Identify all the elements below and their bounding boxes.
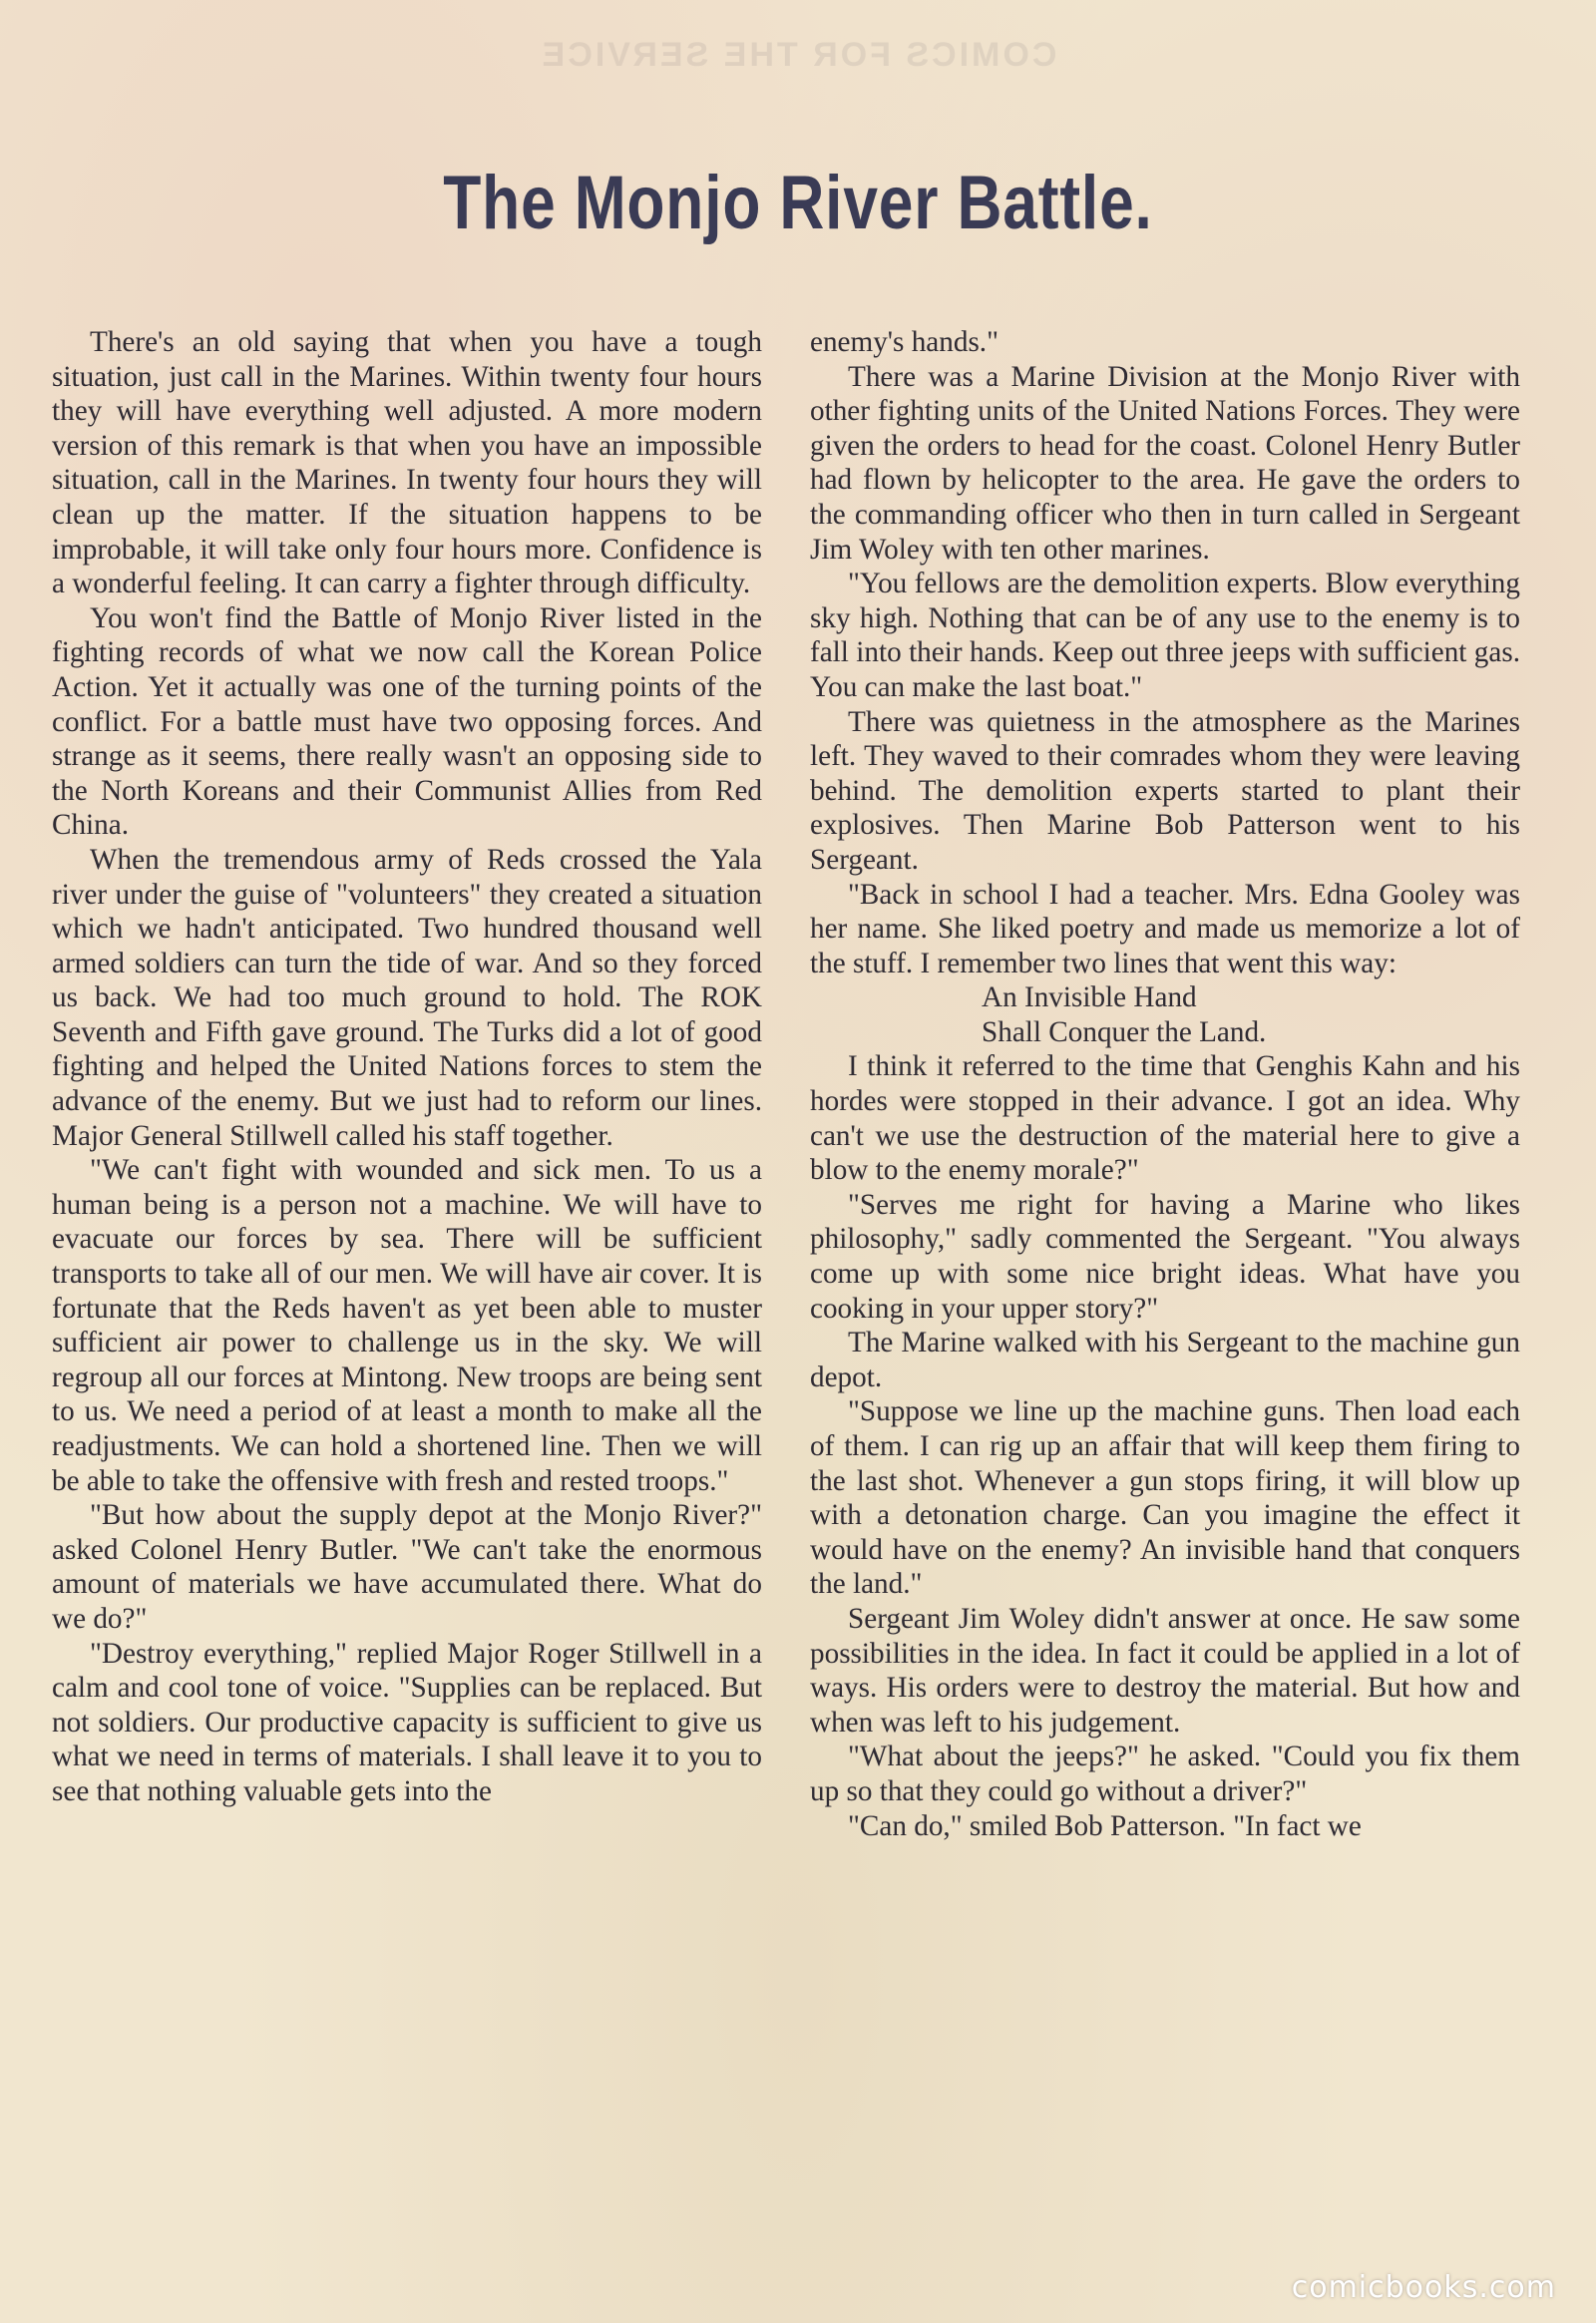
paragraph: "Can do," smiled Bob Patterson. "In fact we [848,1809,1362,1842]
paragraph: "What about the jeeps?" he asked. "Could you fix them up so that they could go without a driver?" [810,1741,1520,1807]
poem-line: An Invisible Hand [982,981,1197,1014]
paragraph: "Suppose we line up the machine guns. Then load each of them. I can rig up an affair that will keep them firing to the last shot. Whenever a gun stops firing, it will blow up with a detonation charge. Can you imagine the effect it would have on the enemy? An invisible hand that conquers the land." [810,1395,1520,1601]
paragraph: There's an old saying that when you have a tough situation, just call in the Marines. Within twenty four hours they will have everything well adjusted. A more modern version of this remark is that when you have an impossible situation, call in the Marines. In twenty four hours they will clean up the matter. If the situation happens to be improbable, it will take only four hours more. Confidence is a wonderful feeling. It can carry a fighter through difficulty. [52,326,762,600]
left-text-column [52,325,762,1809]
faded-bleed-through-header: COMICS FOR THE SERVICE [539,36,1057,74]
paragraph: "Destroy everything," replied Major Roger Stillwell in a calm and cool tone of voice. "Supplies can be replaced. But not soldiers. Our productive capacity is sufficient to give us what we need in terms of materials. I shall leave it to you to see that nothing valuable gets into the [52,1637,762,1807]
site-watermark: comicbooks.com [1291,2270,1556,2305]
right-text-column [810,325,1520,1843]
paragraph: I think it referred to the time that Genghis Kahn and his hordes were stopped in their advance. I got an idea. Why can't we use the destruction of the material here to give a blow to the enemy morale?" [810,1050,1520,1187]
paragraph: "You fellows are the demolition experts. Blow everything sky high. Nothing that can be of any use to the enemy is to fall into their hands. Keep out three jeeps with sufficient gas. You can make the last boat." [810,568,1520,703]
paragraph: There was quietness in the atmosphere as the Marines left. They waved to their comrades whom they were leaving behind. The demolition experts started to plant their explosives. Then Marine Bob Patterson went to his Sergeant. [810,705,1520,876]
poem-line: Shall Conquer the Land. [982,1015,1267,1048]
paragraph: Sergeant Jim Woley didn't answer at once. He saw some possibilities in the idea. In fact it could be applied in a lot of ways. His orders were to destroy the material. But how and when was left to his judgement. [810,1602,1520,1739]
paragraph-continuation: enemy's hands." [810,326,999,358]
paragraph: "Serves me right for having a Marine who likes philosophy," sadly commented the Sergeant. "You always come up with some nice bright ideas. What have you cooking in your upper story?" [810,1188,1520,1325]
paragraph: You won't find the Battle of Monjo River listed in the fighting records of what we now call the Korean Police Action. Yet it actually was one of the turning points of the conflict. For a battle must have two opposing forces. And strange as it seems, there really wasn't an opposing side to the North Koreans and their Communist Allies from Red China. [52,601,762,842]
paragraph: "But how about the supply depot at the Monjo River?" asked Colonel Henry Butler. "We can't take the enormous amount of materials we have accumulated there. What do we do?" [52,1499,762,1635]
paragraph: There was a Marine Division at the Monjo River with other fighting units of the United Nations Forces. They were given the orders to head for the coast. Colonel Henry Butler had flown by helicopter to the area. He gave the orders to the commanding officer who then in turn called in Sergeant Jim Woley with ten other marines. [810,360,1520,566]
paragraph: "Back in school I had a teacher. Mrs. Edna Gooley was her name. She liked poetry and made us memorize a lot of the stuff. I remember two lines that went this way: [810,878,1520,979]
story-title: The Monjo River Battle. [443,161,1153,245]
poem-quote [810,980,1520,1049]
paragraph: The Marine walked with his Sergeant to the machine gun depot. [810,1327,1520,1393]
paragraph: When the tremendous army of Reds crossed the Yala river under the guise of "volunteers" they created a situation which we hadn't anticipated. Two hundred thousand well armed soldiers can turn the tide of war. And so they forced us back. We had too much ground to hold. The ROK Seventh and Fifth gave ground. The Turks did a lot of good fighting and helped the United Nations forces to stem the advance of the enemy. But we just had to reform our lines. Major General Stillwell called his staff together. [52,843,762,1152]
paragraph: "We can't fight with wounded and sick men. To us a human being is a person not a machine. We will have to evacuate our forces by sea. There will be sufficient transports to take all of our men. We will have air cover. It is fortunate that the Reds haven't as yet been able to muster sufficient air power to challenge us in the sky. We will regroup all our forces at Mintong. New troops are being sent to us. We need a period of at least a month to make all the readjustments. We can hold a shortened line. Then we will be able to take the offensive with fresh and rested troops." [52,1154,762,1497]
